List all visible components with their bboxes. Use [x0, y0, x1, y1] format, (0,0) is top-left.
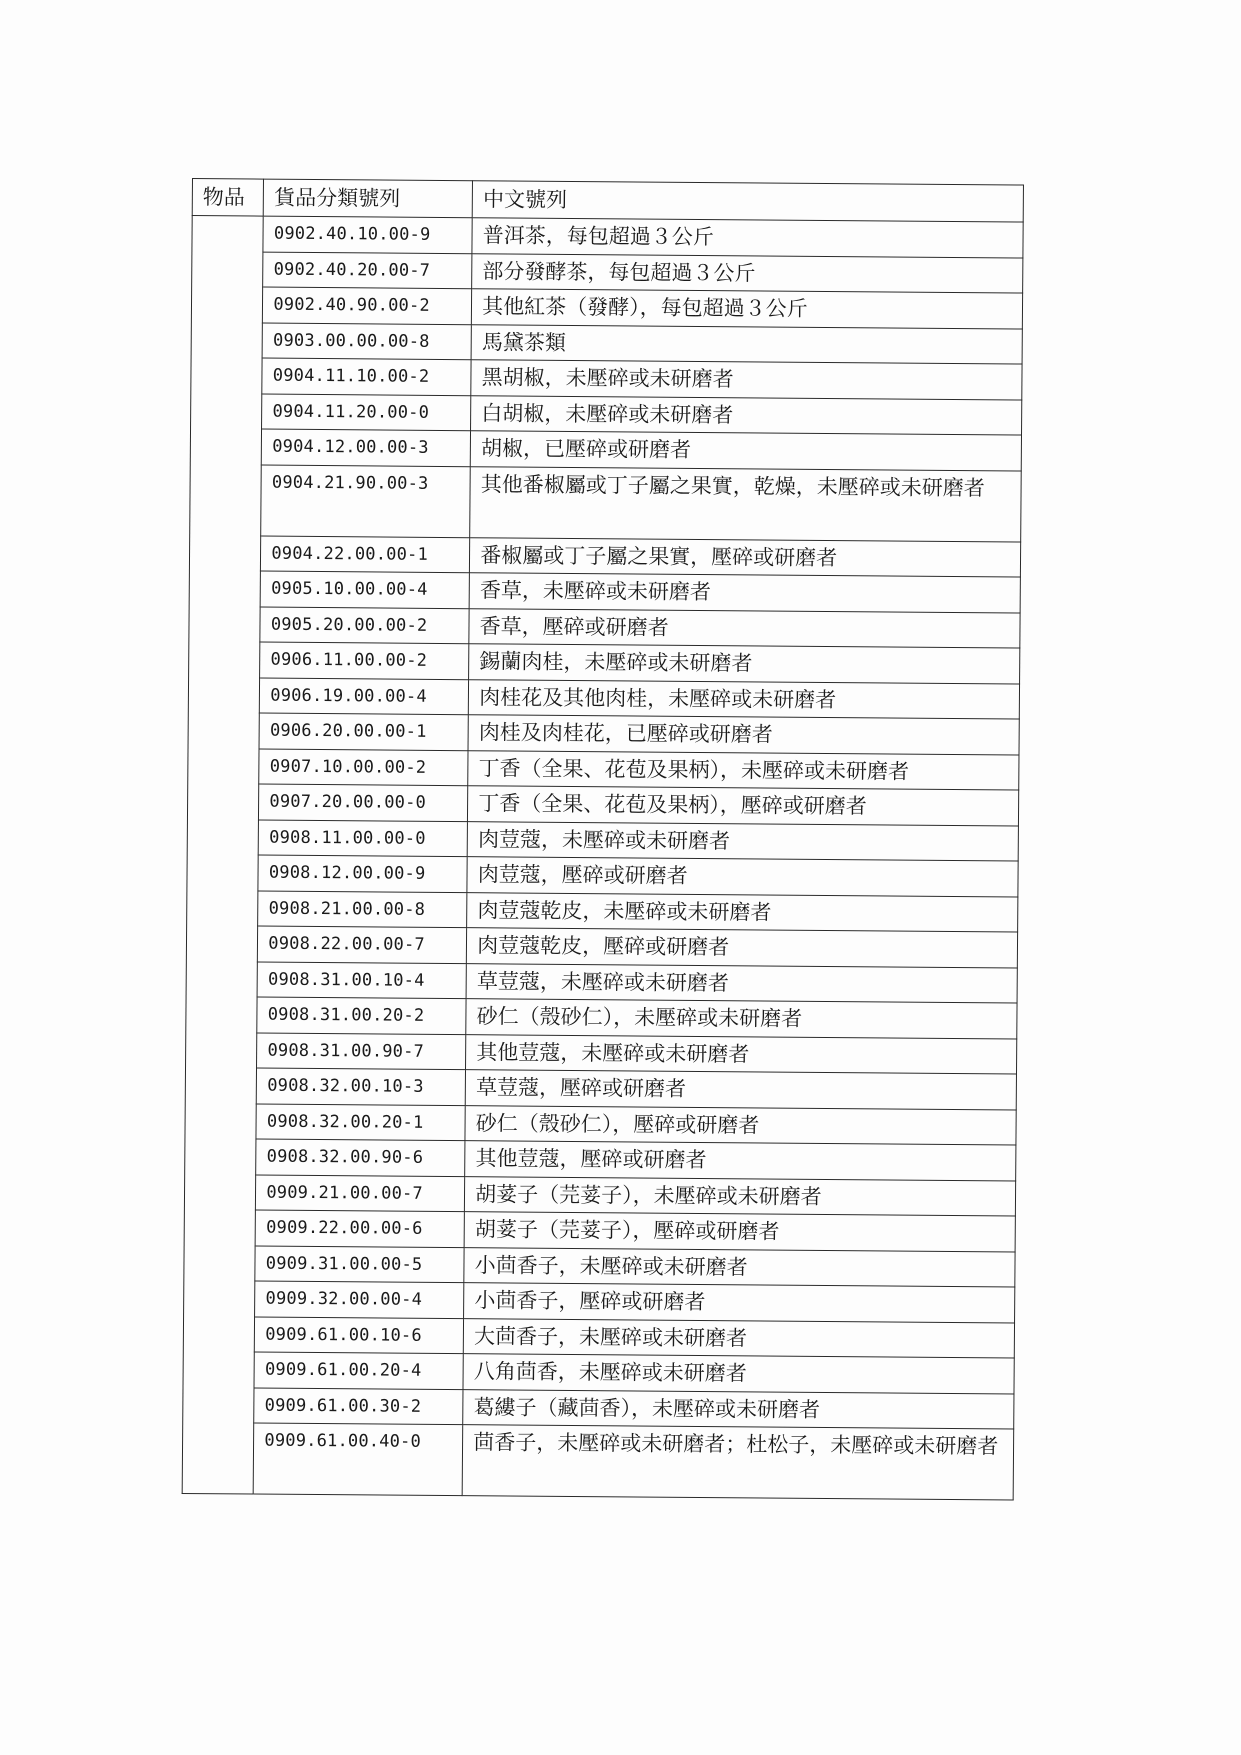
chinese-description: 香草，未壓碎或未研磨者	[469, 573, 1020, 613]
chinese-description: 胡椒，已壓碎或研磨者	[470, 431, 1021, 471]
tariff-code: 0908.12.00.00-9	[258, 855, 467, 892]
chinese-description: 其他荳蔻，未壓碎或未研磨者	[466, 1034, 1017, 1074]
chinese-description: 其他番椒屬或丁子屬之果實，乾燥，未壓碎或未研磨者	[470, 466, 1021, 541]
header-code: 貨品分類號列	[264, 179, 473, 218]
tariff-code: 0902.40.90.00-2	[263, 287, 472, 324]
tariff-code: 0906.20.00.00-1	[259, 713, 468, 750]
tariff-code: 0902.40.20.00-7	[263, 252, 472, 289]
tariff-code: 0908.32.00.90-6	[256, 1139, 465, 1176]
tariff-code: 0904.12.00.00-3	[262, 429, 471, 466]
chinese-description: 肉荳蔻，未壓碎或未研磨者	[467, 821, 1018, 861]
header-item: 物品	[192, 179, 264, 217]
tariff-code: 0909.22.00.00-6	[255, 1210, 464, 1247]
tariff-code: 0908.22.00.00-7	[258, 926, 467, 963]
tariff-code: 0905.20.00.00-2	[260, 607, 469, 644]
chinese-description: 茴香子，未壓碎或未研磨者；杜松子，未壓碎或未研磨者	[462, 1425, 1013, 1500]
tariff-code: 0906.11.00.00-2	[260, 642, 469, 679]
tariff-code: 0909.61.00.40-0	[254, 1423, 463, 1496]
tariff-code: 0902.40.10.00-9	[263, 216, 472, 253]
chinese-description: 丁香（全果、花苞及果柄），未壓碎或未研磨者	[468, 750, 1019, 790]
tariff-code: 0908.21.00.00-8	[258, 891, 467, 928]
chinese-description: 小茴香子，未壓碎或未研磨者	[464, 1247, 1015, 1287]
chinese-description: 馬黛茶類	[471, 324, 1022, 364]
tariff-code: 0909.31.00.00-5	[255, 1246, 464, 1283]
chinese-description: 其他紅茶（發酵），每包超過３公斤	[472, 289, 1023, 329]
tariff-code: 0909.61.00.20-4	[254, 1352, 463, 1389]
chinese-description: 胡荽子（芫荽子），壓碎或研磨者	[464, 1212, 1015, 1252]
tariff-code: 0908.11.00.00-0	[259, 820, 468, 857]
tariff-code: 0903.00.00.00-8	[262, 323, 471, 360]
chinese-description: 香草，壓碎或研磨者	[469, 608, 1020, 648]
tariff-code: 0904.21.90.00-3	[261, 465, 470, 538]
chinese-description: 肉桂及肉桂花，已壓碎或研磨者	[468, 715, 1019, 755]
chinese-description: 部分發酵茶，每包超過３公斤	[472, 253, 1023, 293]
tariff-code: 0909.61.00.30-2	[254, 1388, 463, 1425]
chinese-description: 丁香（全果、花苞及果柄），壓碎或研磨者	[468, 786, 1019, 826]
tariff-code: 0909.21.00.00-7	[256, 1175, 465, 1212]
table-row	[182, 1422, 1014, 1500]
tariff-code: 0904.11.20.00-0	[262, 394, 471, 431]
chinese-description: 小茴香子，壓碎或研磨者	[464, 1283, 1015, 1323]
chinese-description: 錫蘭肉桂，未壓碎或未研磨者	[469, 644, 1020, 684]
table-header-row	[192, 179, 1023, 223]
chinese-description: 草荳蔻，壓碎或研磨者	[465, 1070, 1016, 1110]
tariff-code: 0907.20.00.00-0	[259, 784, 468, 821]
item-cell	[182, 216, 263, 1495]
chinese-description: 普洱茶，每包超過３公斤	[472, 218, 1023, 258]
chinese-description: 砂仁（殼砂仁），未壓碎或未研磨者	[466, 999, 1017, 1039]
chinese-description: 白胡椒，未壓碎或未研磨者	[471, 395, 1022, 435]
tariff-code: 0908.32.00.20-1	[256, 1104, 465, 1141]
tariff-code: 0904.22.00.00-1	[261, 536, 470, 573]
tariff-code: 0908.31.00.90-7	[257, 1033, 466, 1070]
tariff-code: 0904.11.10.00-2	[262, 358, 471, 395]
tariff-code: 0908.31.00.10-4	[257, 962, 466, 999]
chinese-description: 肉荳蔻乾皮，壓碎或研磨者	[467, 928, 1018, 968]
tariff-code: 0908.32.00.10-3	[257, 1068, 466, 1105]
chinese-description: 草荳蔻，未壓碎或未研磨者	[466, 963, 1017, 1003]
chinese-description: 其他荳蔻，壓碎或研磨者	[465, 1141, 1016, 1181]
tariff-code: 0908.31.00.20-2	[257, 997, 466, 1034]
chinese-description: 葛縷子（藏茴香），未壓碎或未研磨者	[463, 1389, 1014, 1429]
tariff-code: 0909.61.00.10-6	[255, 1317, 464, 1354]
chinese-description: 肉荳蔻乾皮，未壓碎或未研磨者	[467, 892, 1018, 932]
table-row	[190, 464, 1022, 542]
chinese-description: 胡荽子（芫荽子），未壓碎或未研磨者	[465, 1176, 1016, 1216]
chinese-description: 砂仁（殼砂仁），壓碎或研磨者	[465, 1105, 1016, 1145]
chinese-description: 八角茴香，未壓碎或未研磨者	[463, 1354, 1014, 1394]
chinese-description: 大茴香子，未壓碎或未研磨者	[463, 1318, 1014, 1358]
tariff-code: 0907.10.00.00-2	[259, 749, 468, 786]
table-body	[182, 216, 1023, 1500]
tariff-code: 0909.32.00.00-4	[255, 1281, 464, 1318]
tariff-code: 0906.19.00.00-4	[260, 678, 469, 715]
tariff-code: 0905.10.00.00-4	[260, 571, 469, 608]
header-description: 中文號列	[472, 181, 1023, 222]
tariff-table	[182, 178, 1024, 1500]
chinese-description: 肉桂花及其他肉桂，未壓碎或未研磨者	[468, 679, 1019, 719]
chinese-description: 肉荳蔻，壓碎或研磨者	[467, 857, 1018, 897]
chinese-description: 黑胡椒，未壓碎或未研磨者	[471, 360, 1022, 400]
chinese-description: 番椒屬或丁子屬之果實，壓碎或研磨者	[470, 537, 1021, 577]
